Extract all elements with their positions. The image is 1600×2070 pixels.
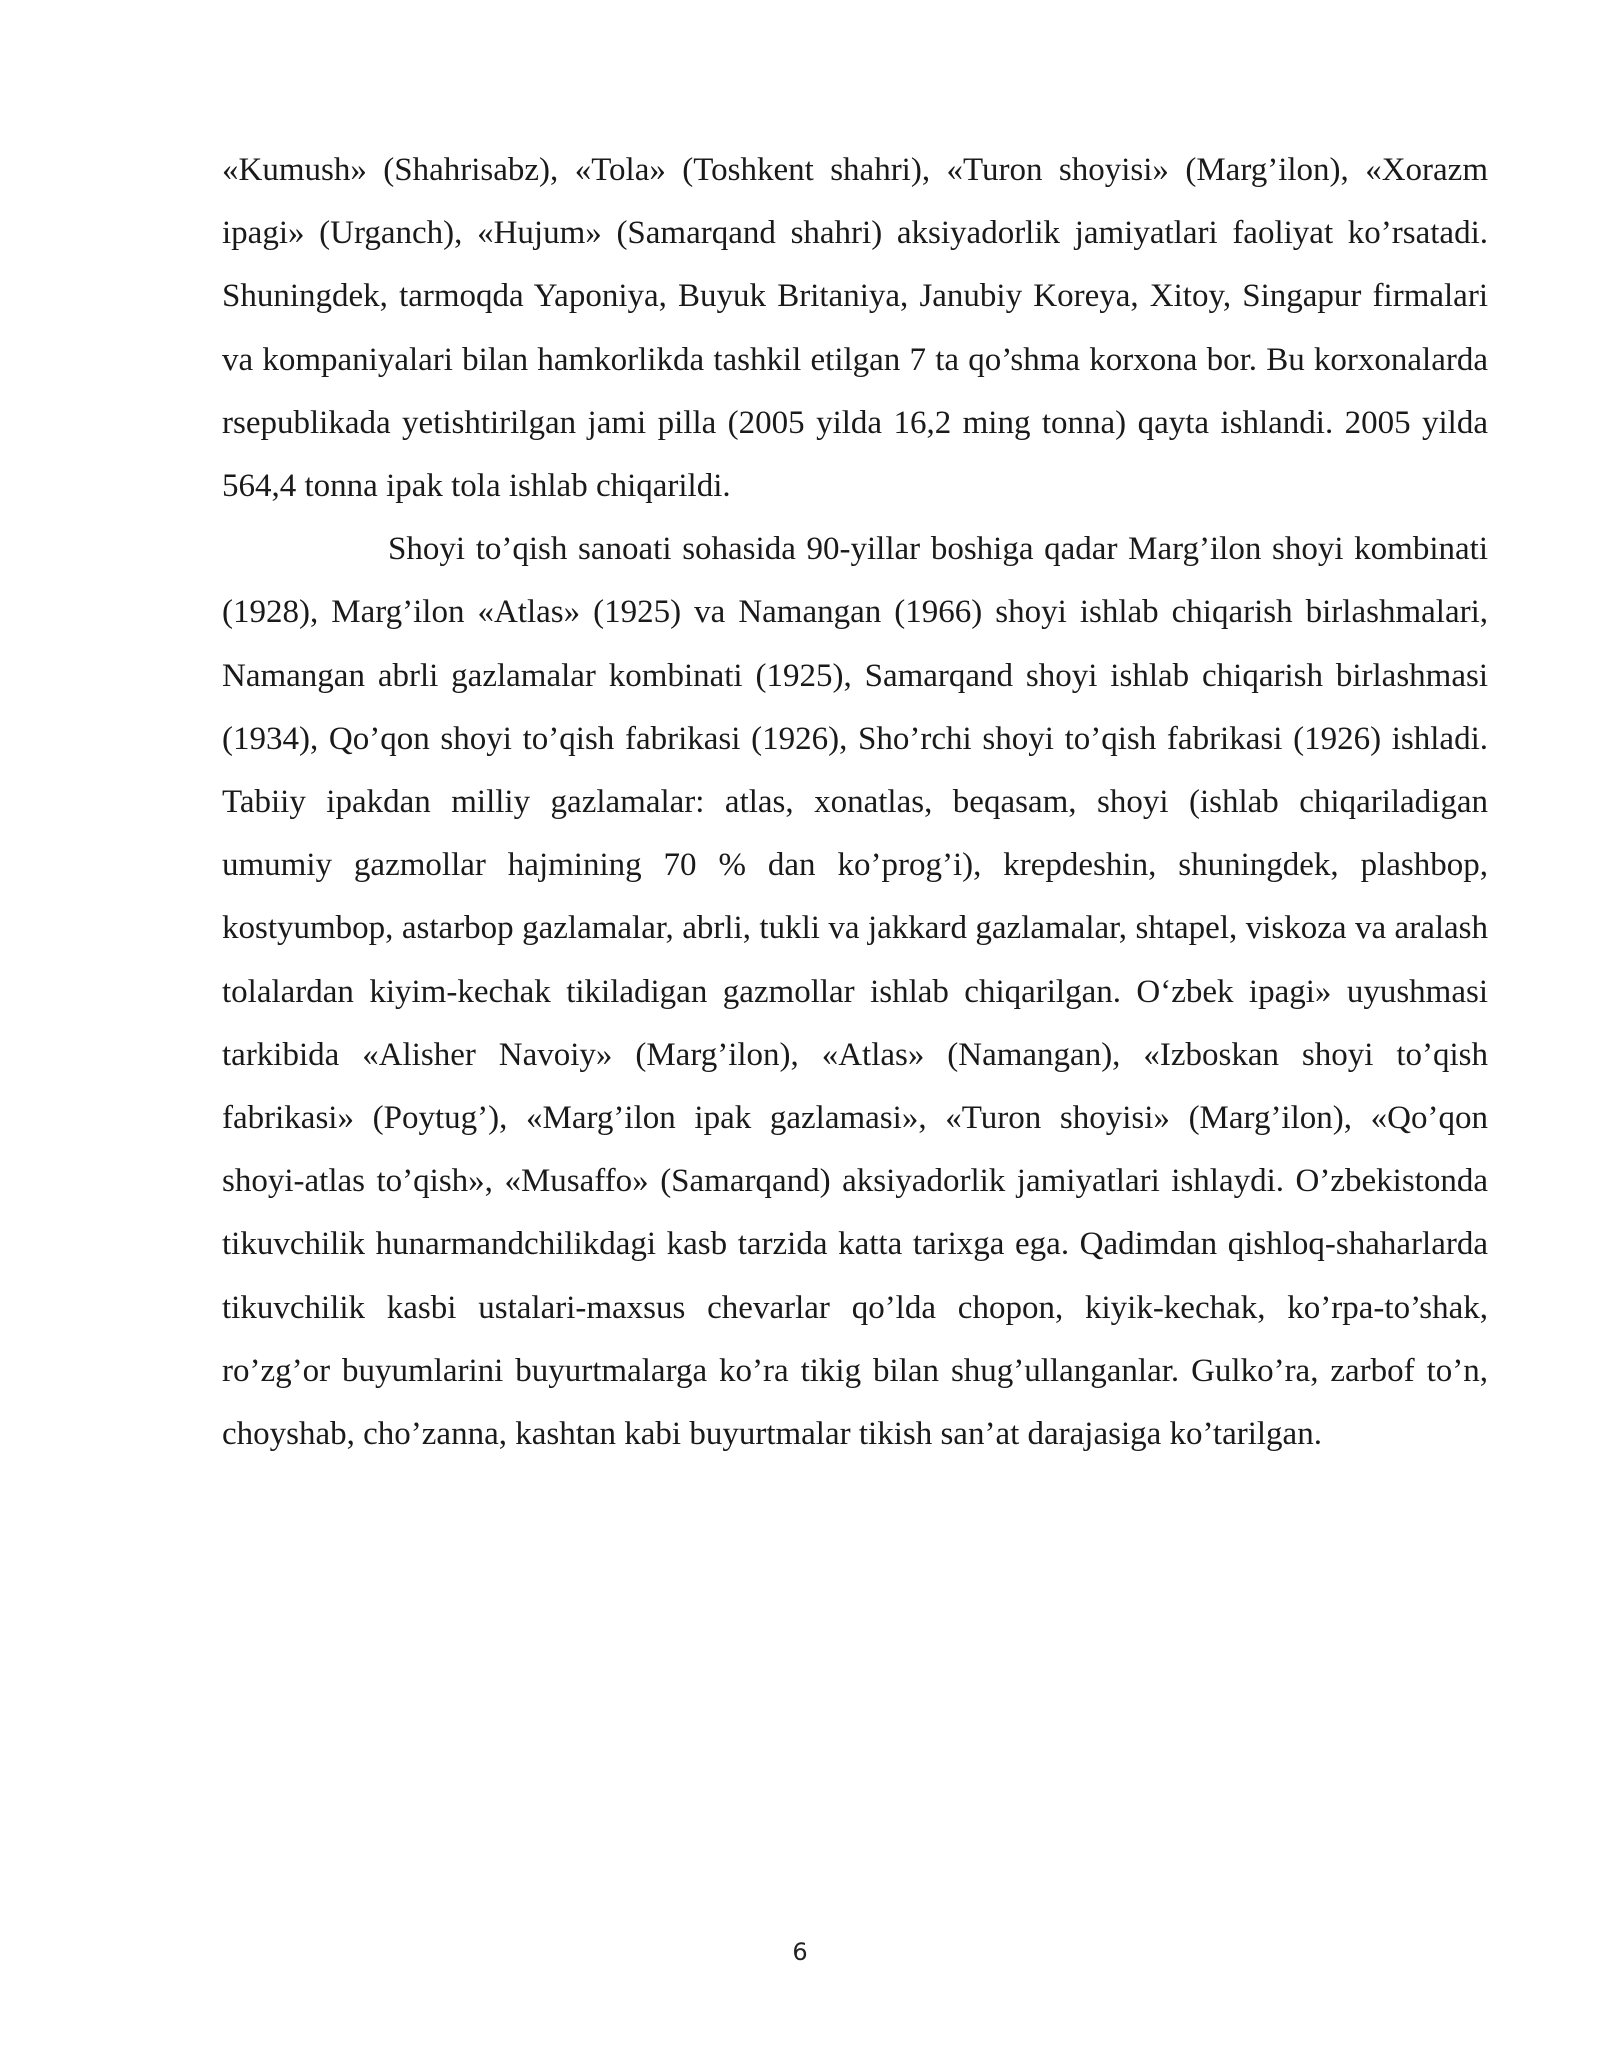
paragraph-1: «Kumush» (Shahrisabz), «Tola» (Toshkent shahri), «Turon shoyisi» (Marg’ilon), «Xorazm ipagi» (Urganch), «Hujum» (Samarqand shahri) aksiyadorlik jamiyatlari faoliyat ko’rsatadi. Shuningdek, tarmoqda Yaponiya, Buyuk Britaniya, Janubiy Koreya, Xitoy, Singapur firmalari va kompaniyalari bilan hamkorlikda tashkil etilgan 7 ta qo’shma korxona bor. Bu korxonalarda rsepublikada yetishtirilgan jami pilla (2005 yilda 16,2 ming tonna) qayta ishlandi. 2005 yilda 564,4 tonna ipak tola ishlab chiqarildi.: [222, 152, 1488, 505]
page-number: 6: [792, 1938, 808, 1966]
paragraph-2: Shoyi to’qish sanoati sohasida 90-yillar boshiga qadar Marg’ilon shoyi kombinati (1928), Marg’ilon «Atlas» (1925) va Namangan (1966) shoyi ishlab chiqarish birlashmalari, Namangan abrli gazlamalar kombinati (1925), Samarqand shoyi ishlab chiqarish birlashmasi (1934), Qo’qon shoyi to’qish fabrikasi (1926), Sho’rchi shoyi to’qish fabrikasi (1926) ishladi. Tabiiy ipakdan milliy gazlamalar: atlas, xonatlas, beqasam, shoyi (ishlab chiqariladigan umumiy gazmollar hajmining 70 % dan ko’prog’i), krepdeshin, shuningdek, plashbop, kostyumbop, astarbop gazlamalar, abrli, tukli va jakkard gazlamalar, shtapel, viskoza va aralash tolalardan kiyim-kechak tikiladigan gazmollar ishlab chiqarilgan. O‘zbek ipagi» uyushmasi tarkibida «Alisher Navoiy» (Marg’ilon), «Atlas» (Namangan), «Izboskan shoyi to’qish fabrikasi» (Poytug’), «Marg’ilon ipak gazlamasi», «Turon shoyisi» (Marg’ilon), «Qo’qon shoyi-atlas to’qish», «Musaffo» (Samarqand) aksiyadorlik jamiyatlari ishlaydi. O’zbekistonda tikuvchilik hunarmandchilikdagi kasb tarzida katta tarixga ega. Qadimdan qishloq-shaharlarda tikuvchilik kasbi ustalari-maxsus chevarlar qo’lda chopon, kiyik-kechak, ko’rpa-to’shak, ro’zg’or buyumlarini buyurtmalarga ko’ra tikig bilan shug’ullanganlar. Gulko’ra, zarbof to’n, choyshab, cho’zanna, kashtan kabi buyurtmalar tikish san’at darajasiga ko’tarilgan.: [222, 531, 1488, 1453]
body-text: [222, 139, 1488, 1466]
